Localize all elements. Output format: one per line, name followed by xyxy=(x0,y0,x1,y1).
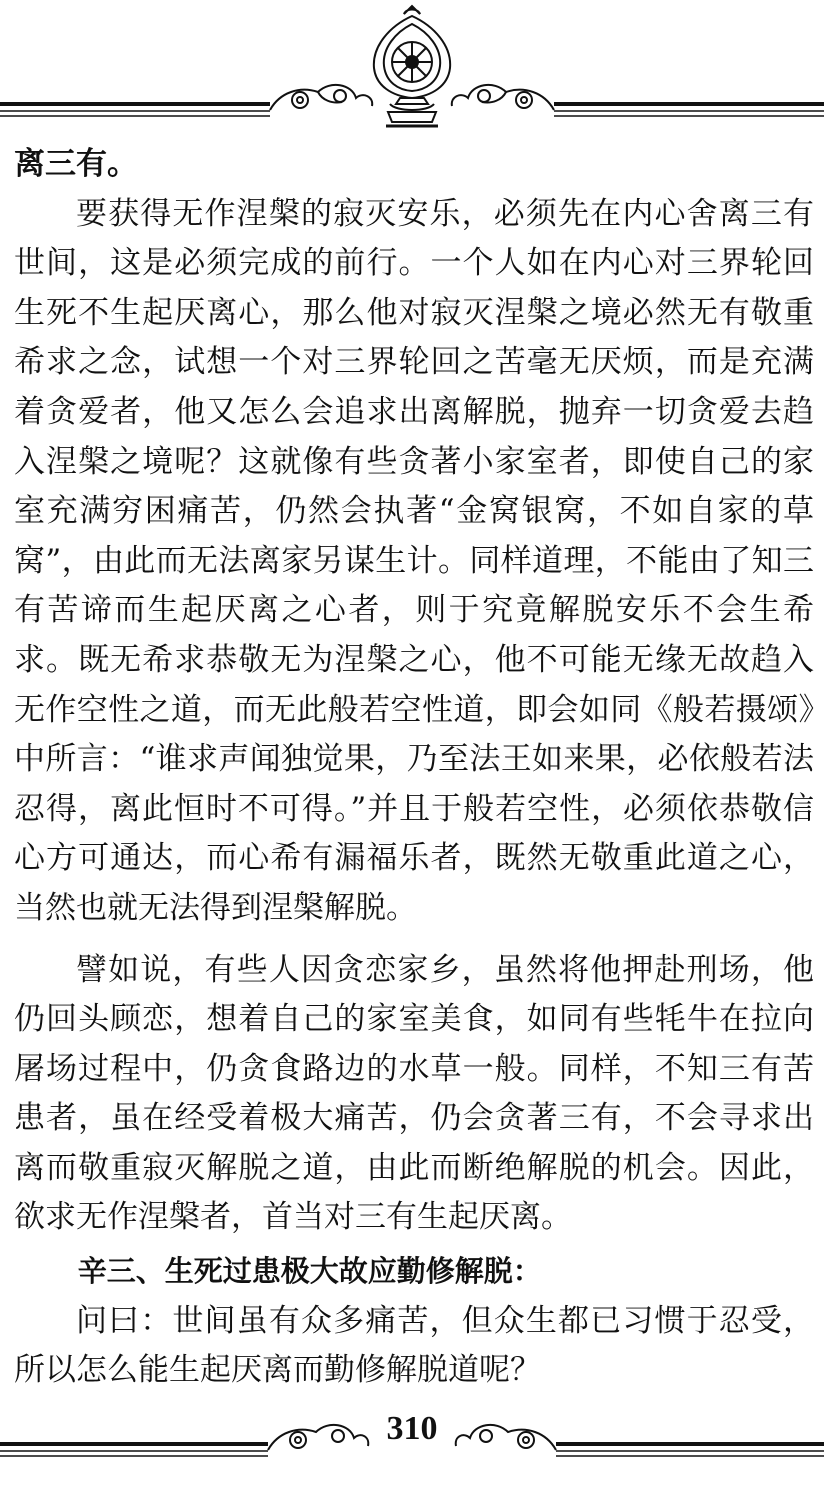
lead-text: 离三有。 xyxy=(14,146,138,182)
dharma-wheel-icon xyxy=(374,6,450,126)
page-number: 310 xyxy=(386,1410,438,1447)
cloud-scroll-left-icon xyxy=(270,85,372,110)
section-heading: 辛三、生死过患极大故应勤修解脱： xyxy=(77,1254,542,1289)
page-content xyxy=(14,140,814,1396)
paragraph-2: 譬如说，有些人因贪恋家乡，虽然将他押赴刑场，他仍回头顾恋，想着自己的家室美食，如同有些牦牛在拉向屠场过程中，仍贪食路边的水草一般。同样，不知三有苦患者，虽在经受着极大痛苦，仍会贪著三有，不会寻求出离而敬重寂灭解脱之道，由此而断绝解脱的机会。因此，欲求无作涅槃者，首当对三有生起厌离。 xyxy=(14,951,814,1236)
cloud-scroll-right-icon xyxy=(452,85,554,110)
page-footer xyxy=(0,1400,824,1486)
footer-cloud-right-icon xyxy=(456,1425,556,1450)
header-rule-right xyxy=(554,104,824,116)
paragraph-1: 要获得无作涅槃的寂灭安乐，必须先在内心舍离三有世间，这是必须完成的前行。一个人如在内心对三界轮回生死不生起厌离心，那么他对寂灭涅槃之境必然无有敬重希求之念，试想一个对三界轮回之苦毫无厌烦，而是充满着贪爱者，他又怎么会追求出离解脱，抛弃一切贪爱去趋入涅槃之境呢？这就像有些贪著小家室者，即使自己的家室充满穷困痛苦，仍然会执著“金窝银窝，不如自家的草窝”，由此而无法离家另谋生计。同样道理，不能由了知三有苦谛而生起厌离之心者，则于究竟解脱安乐不会生希求。既无希求恭敬无为涅槃之心，他不可能无缘无故趋入无作空性之道，而无此般若空性道，即会如同《般若摄颂》中所言：“谁求声闻独觉果，乃至法王如来果，必依般若法忍得，离此恒时不可得。”并且于般若空性，必须依恭敬信心方可通达，而心希有漏福乐者，既然无敬重此道之心，当然也就无法得到涅槃解脱。 xyxy=(14,195,814,926)
footer-cloud-left-icon xyxy=(268,1425,368,1450)
footer-rule-left xyxy=(0,1444,268,1456)
header-ornament xyxy=(0,0,824,140)
footer-rule-right xyxy=(556,1444,824,1456)
header-rule-left xyxy=(0,104,270,116)
question-paragraph: 问曰：世间虽有众多痛苦，但众生都已习惯于忍受，所以怎么能生起厌离而勤修解脱道呢？ xyxy=(14,1302,814,1389)
